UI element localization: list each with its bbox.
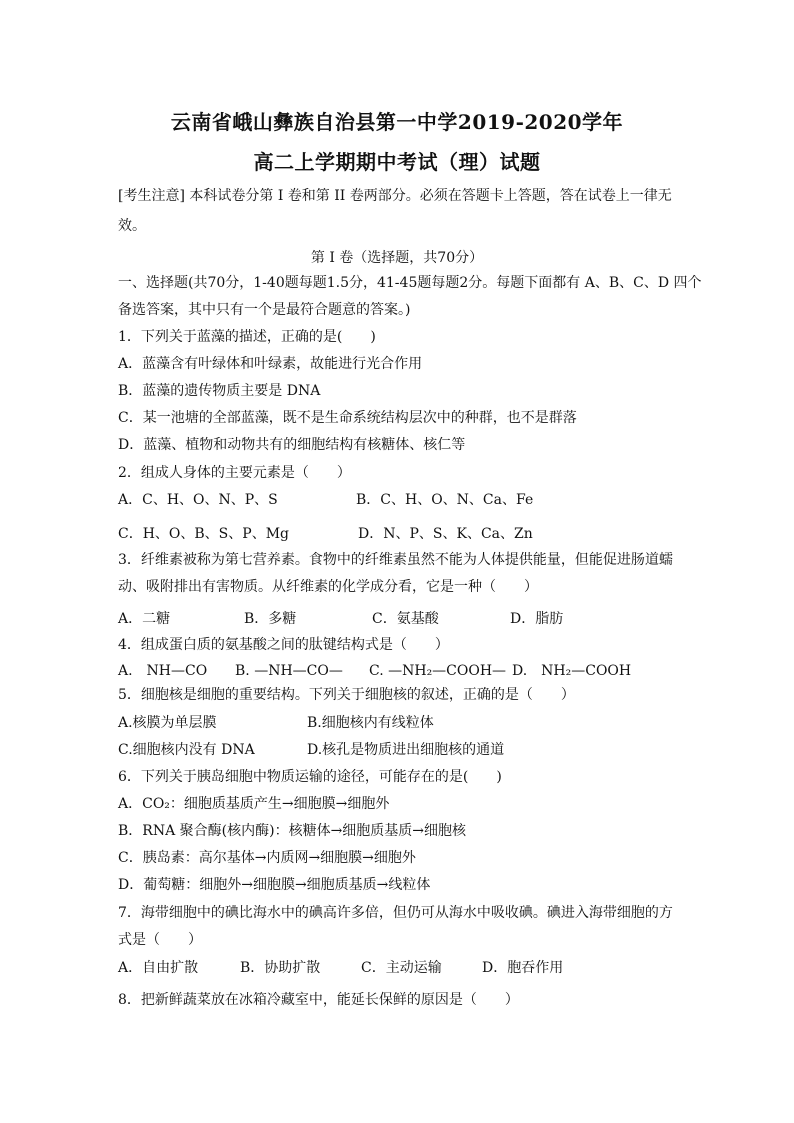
question-6-option-b: B．RNA 聚合酶(核内酶)：核糖体→细胞质基质→细胞核 [118,823,467,839]
question-1-option-c: C．某一池塘的全部蓝藻，既不是生命系统结构层次中的种群，也不是群落 [118,410,577,426]
question-5-stem: 5．细胞核是细胞的重要结构。下列关于细胞核的叙述，正确的是（ ） [118,687,575,703]
question-7-option-b: B．协助扩散 [240,960,321,976]
question-5-option-c: C.细胞核内没有 DNA [118,742,255,758]
question-5-option-b: B.细胞核内有线粒体 [307,715,434,731]
section-intro-line1: 一、选择题(共70分，1-40题每题1.5分，41-45题每题2分。每题下面都有 A、B、C、D 四个 [118,275,702,291]
question-1-stem: 1．下列关于蓝藻的描述，正确的是( ) [118,329,376,345]
question-6-option-a: A．CO₂：细胞质基质产生→细胞膜→细胞外 [118,796,390,812]
question-2-stem: 2．组成人身体的主要元素是（ ） [118,465,351,481]
question-3-option-d: D．脂肪 [510,611,564,627]
question-7-option-d: D．胞吞作用 [482,960,564,976]
question-6-option-c: C．胰岛素：高尔基体→内质网→细胞膜→细胞外 [118,850,416,866]
question-7-option-c: C．主动运输 [361,960,442,976]
question-2-option-c: C．H、O、B、S、P、Mg [118,526,289,542]
question-6-option-d: D．葡萄糖：细胞外→细胞膜→细胞质基质→线粒体 [118,877,431,893]
question-3-option-b: B．多糖 [244,611,297,627]
question-2-option-d: D．N、P、S、K、Ca、Zn [358,526,533,542]
question-6-stem: 6．下列关于胰岛细胞中物质运输的途径，可能存在的是( ) [118,769,502,785]
question-3-stem-line2: 动、吸附排出有害物质。从纤维素的化学成分看，它是一种（ ） [118,579,538,595]
exam-title-line2: 高二上学期期中考试（理）试题 [253,150,541,174]
question-5-option-a: A.核膜为单层膜 [118,715,217,731]
question-1-option-d: D．蓝藻、植物和动物共有的细胞结构有核糖体、核仁等 [118,437,466,453]
notice-line1: [考生注意] 本科试卷分第 I 卷和第 II 卷两部分。必须在答题卡上答题，答在试卷上一律无 [118,188,672,204]
question-2-option-b: B．C、H、O、N、Ca、Fe [356,492,534,508]
question-2-option-a: A．C、H、O、N、P、S [118,492,278,508]
question-7-stem-line1: 7．海带细胞中的碘比海水中的碘高许多倍，但仍可从海水中吸收碘。碘进入海带细胞的方 [118,905,673,921]
question-1-option-a: A．蓝藻含有叶绿体和叶绿素，故能进行光合作用 [118,356,423,372]
question-7-option-a: A．自由扩散 [118,960,199,976]
question-5-option-d: D.核孔是物质进出细胞核的通道 [307,742,505,758]
question-7-stem-line2: 式是（ ） [118,932,202,948]
question-4-option-a: A. NH—CO [118,663,208,679]
question-4-option-b: B. —NH—CO— [235,663,343,679]
question-4-stem: 4．组成蛋白质的氨基酸之间的肽键结构式是（ ） [118,637,449,653]
notice-line2: 效。 [118,218,146,234]
question-1-option-b: B．蓝藻的遗传物质主要是 DNA [118,383,321,399]
question-3-stem-line1: 3．纤维素被称为第七营养素。食物中的纤维素虽然不能为人体提供能量，但能促进肠道蠕 [118,552,673,568]
question-4-option-d: D. NH₂—COOH [512,663,632,679]
exam-title-line1: 云南省峨山彝族自治县第一中学2019-2020学年 [170,110,624,134]
question-3-option-a: A．二糖 [118,611,171,627]
section-heading: 第 I 卷（选择题，共70分） [310,250,484,266]
question-4-option-c: C. —NH₂—COOH— [369,663,507,679]
question-8-stem: 8．把新鲜蔬菜放在冰箱冷藏室中，能延长保鲜的原因是（ ） [118,992,519,1008]
question-3-option-c: C．氨基酸 [372,611,439,627]
section-intro-line2: 备选答案，其中只有一个是最符合题意的答案。) [118,302,411,318]
